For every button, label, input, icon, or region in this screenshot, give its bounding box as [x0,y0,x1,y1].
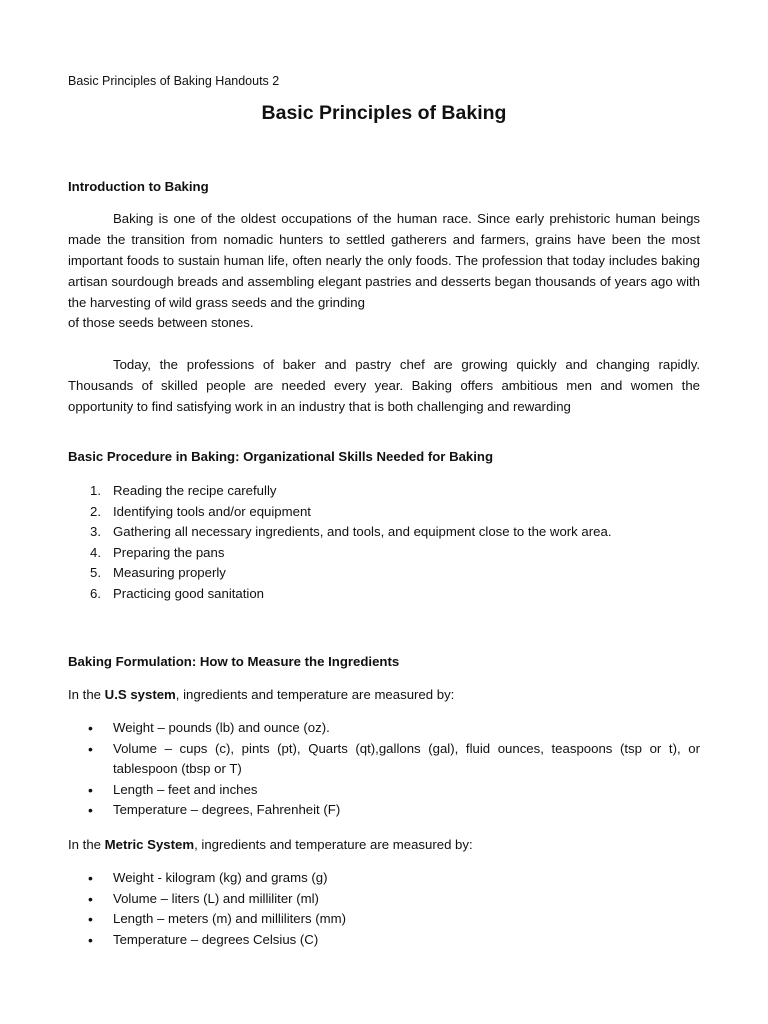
intro-heading: Introduction to Baking [68,179,209,194]
list-item: 3. Gathering all necessary ingredients, and tools, and equipment close to the work area. [90,524,612,540]
list-item: 5. Measuring properly [90,565,226,581]
list-item: • Volume – cups (c), pints (pt), Quarts (qt),gallons (gal), fluid ounces, teaspoons (tsp or t), or tablespoon (tbsp or T) [88,740,700,777]
document-title: Basic Principles of Baking [261,102,507,124]
us-system-intro: In the U.S system, ingredients and temperature are measured by: [68,687,455,702]
procedure-list [68,481,700,605]
intro-p1-line-2: of those seeds between stones. [68,315,254,330]
document-header: Basic Principles of Baking Handouts 2 [68,74,280,88]
list-item: • Length – meters (m) and milliliters (mm) [88,911,347,928]
intro-paragraph-1-end [68,313,700,334]
list-item: • Length – feet and inches [88,781,258,798]
list-item: • Weight - kilogram (kg) and grams (g) [88,870,328,886]
list-item: • Temperature – degrees, Fahrenheit (F) [88,802,341,819]
list-item: 4. Preparing the pans [90,544,225,560]
intro-p1-line-1: Baking is one of the oldest occupations of the human race. Since early prehistoric human beings made the transition from nomadic hunters to settled gatherers and farmers, grains have been the most important foods to sustain human life, often nearly the only foods. The profession that today includes baking artisan sourdough breads and assembling elegant pastries and desserts began thousands of years ago with the harvesting of wild grass seeds and the grinding [68,211,700,310]
list-item: • Temperature – degrees Celsius (C) [88,931,319,948]
procedure-heading: Basic Procedure in Baking: Organizational Skills Needed for Baking [68,449,494,464]
metric-system-list [68,868,700,950]
list-item: • Volume – liters (L) and milliliter (ml) [88,890,319,907]
list-item: 1. Reading the recipe carefully [90,483,277,498]
metric-system-intro: In the Metric System, ingredients and temperature are measured by: [68,837,473,852]
formulation-heading: Baking Formulation: How to Measure the Ingredients [68,654,400,669]
intro-paragraph-2: Today, the professions of baker and pastry chef are growing quickly and changing rapidly. Thousands of skilled people are needed every year. Baking offers ambitious men and women the opportunity to find satisfying work in an industry that is both challenging and rewarding [68,357,700,414]
intro-paragraph-1 [68,209,700,314]
us-system-list [68,718,700,821]
list-item: 6. Practicing good sanitation [90,585,265,601]
list-item: • Weight – pounds (lb) and ounce (oz). [88,720,330,736]
list-item: 2. Identifying tools and/or equipment [90,503,311,519]
